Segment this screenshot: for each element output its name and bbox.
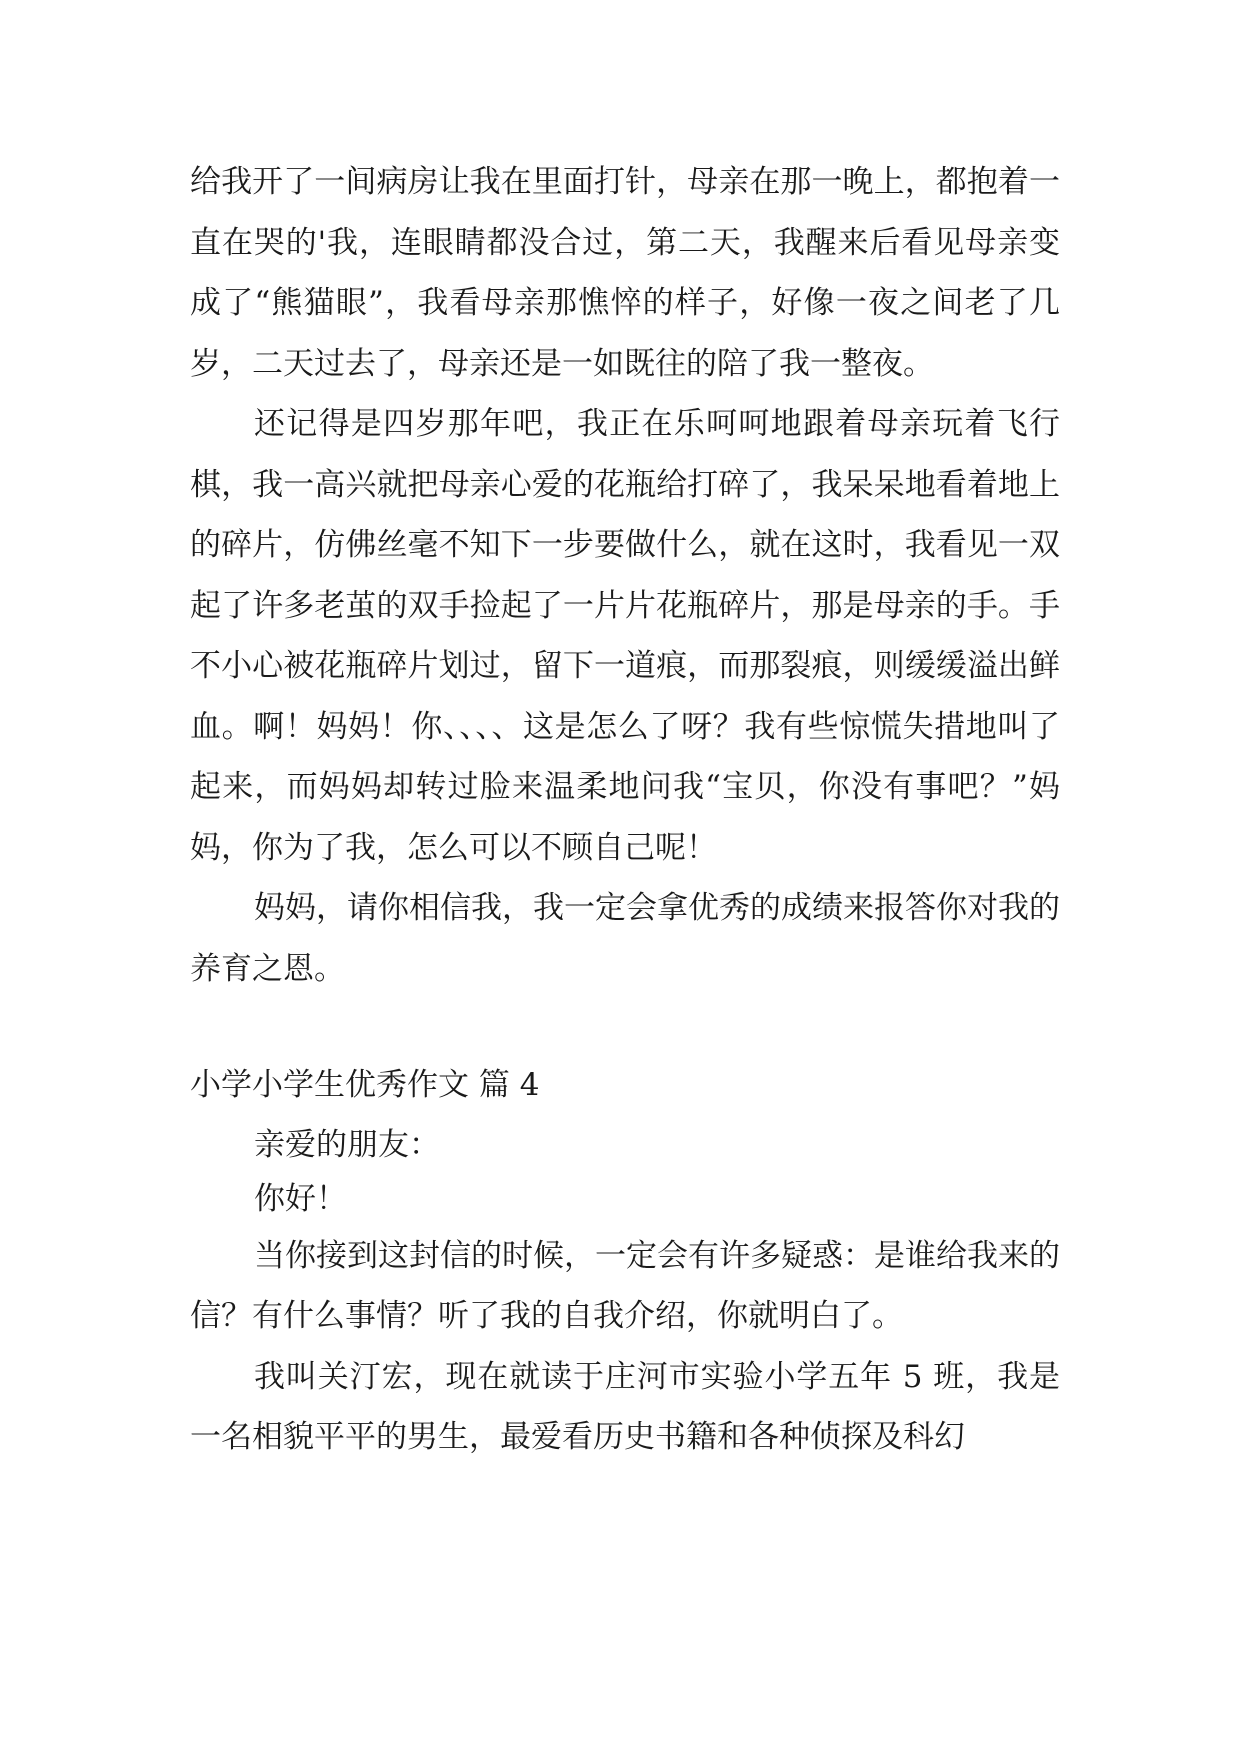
paragraph-broken-vase: 还记得是四岁那年吧，我正在乐呵呵地跟着母亲玩着飞行棋，我一高兴就把母亲心爱的花瓶给打碎了，我呆呆地看着地上的碎片，仿佛丝毫不知下一步要做什么，就在这时，我看见一双起了许多老茧的双手捡起了一片片花瓶碎片，那是母亲的手。手不小心被花瓶碎片划过，留下一道痕，而那裂痕，则缓缓溢出鲜血。啊！妈妈！你、、、、这是怎么了呀？我有些惊慌失措地叫了起来，而妈妈却转过脸来温柔地问我“宝贝，你没有事吧？”妈妈，你为了我，怎么可以不顾自己呢！ bbox=[190, 406, 1060, 866]
paragraph-hospital-night: 给我开了一间病房让我在里面打针，母亲在那一晚上，都抱着一直在哭的'我，连眼睛都没合过，第二天，我醒来后看见母亲变成了“熊猫眼”，我看母亲那憔悴的样子，好像一夜之间老了几岁，二天过去了，母亲还是一如既往的陪了我一整夜。 bbox=[190, 164, 1060, 382]
letter-paragraph-intro: 当你接到这封信的时候，一定会有许多疑惑：是谁给我来的信？有什么事情？听了我的自我介绍，你就明白了。 bbox=[190, 1237, 1060, 1334]
section-heading: 小学小学生优秀作文 篇 4 bbox=[190, 1067, 540, 1103]
letter-block bbox=[190, 1118, 1060, 1468]
letter-paragraph-self-intro: 我叫关汀宏，现在就读于庄河市实验小学五年 5 班，我是一名相貌平平的男生，最爱看历史书籍和各种侦探及科幻 bbox=[190, 1358, 1060, 1455]
paragraph-promise: 妈妈，请你相信我，我一定会拿优秀的成绩来报答你对我的养育之恩。 bbox=[190, 890, 1060, 987]
letter-salutation: 亲爱的朋友： bbox=[254, 1126, 440, 1163]
letter-greeting: 你好！ bbox=[254, 1180, 347, 1217]
document-body bbox=[190, 152, 1060, 1468]
